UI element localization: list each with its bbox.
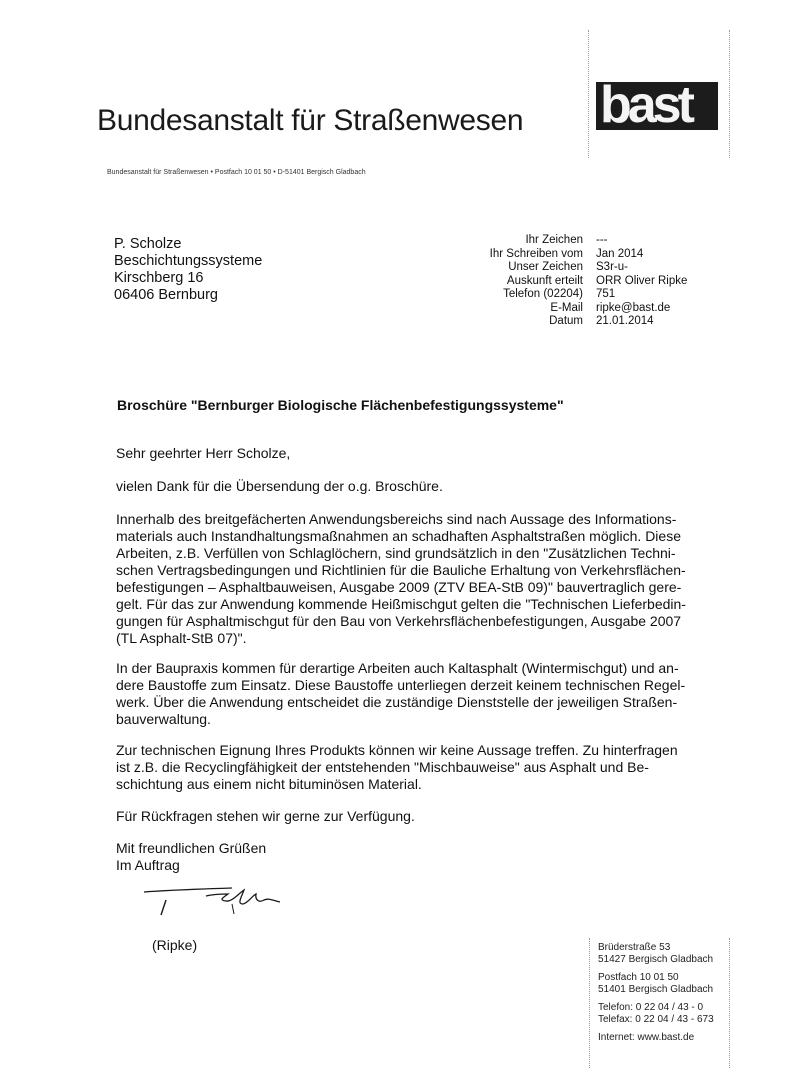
paragraph-line: Zur technischen Eignung Ihres Produkts können wir keine Aussage treffen. Zu hinterfragen — [116, 742, 678, 758]
logo-text: bast — [600, 76, 691, 134]
footer-line: Internet: www.bast.de — [598, 1032, 695, 1043]
thanks-line — [116, 478, 443, 495]
footer-line: 51401 Bergisch Gladbach — [598, 984, 714, 995]
salutation — [116, 445, 290, 462]
footer-line: Telefon: 0 22 04 / 43 - 0 — [598, 1002, 704, 1013]
recipient-street: Kirschberg 16 — [114, 270, 204, 286]
ref-value-email: ripke@bast.de — [596, 301, 671, 314]
closing-formula — [116, 840, 266, 874]
bast-logo — [596, 76, 718, 134]
paragraph-line: schen Vertragsbedingungen und Richtlinien für die Bauliche Erhaltung von Verkehrsflächen- — [116, 562, 686, 578]
paragraph-suitability — [116, 742, 678, 793]
closing-question — [116, 808, 415, 825]
paragraph-line: materials auch Instandhaltungsmaßnahmen an schadhaften Asphaltstraßen möglich. Diese — [116, 528, 681, 544]
paragraph-line: Arbeiten, z.B. Verfüllen von Schlaglöchern, sind grundsätzlich in den "Zusätzlichen Techni- — [116, 545, 676, 561]
footer-internet — [598, 1032, 714, 1044]
paragraph-line: gungen für Asphaltmischgut für den Bau von Verkehrsflächenbefestigungen, Ausgabe 2007 — [116, 613, 682, 629]
paragraph-line: ist z.B. die Recyclingfähigkeit der entstehenden "Mischbauweise" aus Asphalt und Be- — [116, 759, 649, 775]
ref-label: E-Mail — [550, 301, 583, 314]
paragraph-practice — [116, 660, 685, 728]
footer-frame-right — [729, 938, 730, 1068]
paragraph-line: Innerhalb des breitgefächerten Anwendungsbereichs sind nach Aussage des Informations- — [116, 511, 677, 527]
handwritten-signature — [140, 882, 290, 922]
paragraph-line: dere Baustoffe zum Einsatz. Diese Baustoffe unterliegen derzeit keinem technischen Regel- — [116, 677, 686, 693]
ref-value-date: 21.01.2014 — [596, 315, 654, 327]
reference-values — [596, 234, 687, 329]
footer-postbox — [598, 972, 714, 996]
footer-contact — [598, 942, 714, 1050]
letter-subject: Broschüre "Bernburger Biologische Flächenbefestigungssysteme" — [117, 397, 564, 413]
recipient-company: Beschichtungssysteme — [114, 253, 263, 269]
paragraph-line: gelt. Für das zur Anwendung kommende Heißmischgut gelten die "Technischen Lieferbedin- — [116, 596, 686, 612]
paragraph-line: bauverwaltung. — [116, 711, 211, 727]
agency-name: Bundesanstalt für Straßenwesen — [97, 104, 524, 137]
thanks-text: vielen Dank für die Übersendung der o.g. Broschüre. — [116, 478, 443, 494]
ref-label: Unser Zeichen — [508, 261, 583, 273]
footer-frame-left — [589, 938, 590, 1068]
recipient-city: 06406 Bernburg — [114, 287, 218, 303]
footer-line: 51427 Bergisch Gladbach — [598, 954, 714, 965]
ref-label: Datum — [549, 315, 583, 327]
closing-on-behalf: Im Auftrag — [116, 857, 180, 873]
paragraph-line: befestigungen – Asphaltbauweisen, Ausgabe 2009 (ZTV BEA-StB 09)" bauvertraglich gere- — [116, 579, 682, 595]
page-edge-right — [729, 30, 730, 158]
recipient-name: P. Scholze — [114, 236, 182, 252]
recipient-address — [114, 236, 262, 304]
footer-line: Postfach 10 01 50 — [598, 972, 679, 983]
paragraph-line: (TL Asphalt-StB 07)". — [116, 630, 247, 646]
signer-name: (Ripke) — [152, 937, 198, 953]
ref-value-phone: 751 — [596, 288, 616, 300]
ref-label: Auskunft erteilt — [506, 274, 583, 287]
ref-value-our-sign: S3r-u- — [596, 261, 628, 273]
ref-value-your-sign: --- — [596, 234, 608, 246]
footer-street-address — [598, 942, 714, 966]
ref-label: Ihr Schreiben vom — [489, 247, 583, 260]
reference-labels — [440, 234, 583, 329]
ref-label: Ihr Zeichen — [525, 234, 583, 246]
salutation-text: Sehr geehrter Herr Scholze, — [116, 445, 291, 461]
footer-line: Brüderstraße 53 — [598, 942, 671, 953]
footer-line: Telefax: 0 22 04 / 43 - 673 — [598, 1014, 714, 1025]
sender-address-line: Bundesanstalt für Straßenwesen • Postfach 10 01 50 • D-51401 Bergisch Gladbach — [107, 169, 366, 176]
ref-value-your-letter: Jan 2014 — [596, 247, 644, 260]
closing-greeting: Mit freundlichen Grüßen — [116, 840, 267, 856]
paragraph-line: schichtung aus einem nicht bituminösen Material. — [116, 776, 422, 792]
closing-question-text: Für Rückfragen stehen wir gerne zur Verfügung. — [116, 808, 415, 824]
footer-phone — [598, 1002, 714, 1026]
paragraph-line: werk. Über die Anwendung entscheidet die zuständige Dienststelle der jeweiligen Straßen- — [116, 694, 678, 710]
ref-label: Telefon (02204) — [503, 288, 583, 300]
logo-frame-left — [588, 30, 589, 158]
paragraph-line: In der Baupraxis kommen für derartige Arbeiten auch Kaltasphalt (Wintermischgut) und an- — [116, 660, 679, 676]
paragraph-standards — [116, 511, 686, 647]
ref-value-contact: ORR Oliver Ripke — [596, 274, 688, 287]
